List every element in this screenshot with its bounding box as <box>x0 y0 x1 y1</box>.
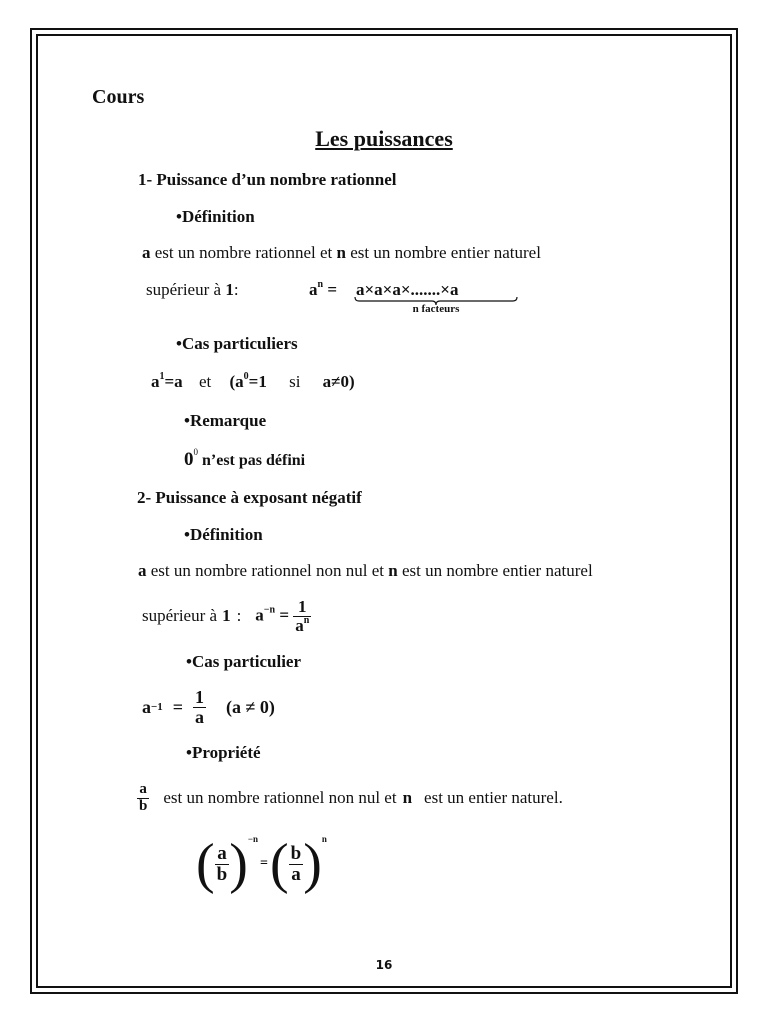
section1-definition-line1 <box>142 243 541 263</box>
power-definition-formula <box>309 280 337 300</box>
special-fraction <box>193 688 206 727</box>
section1-remark-label: •Remarque <box>184 411 267 430</box>
den-base: a <box>295 615 304 635</box>
den-exp: n <box>303 614 310 626</box>
lhs-numerator: a <box>217 842 227 864</box>
remark-text <box>184 449 305 471</box>
zero-base: 0 <box>184 449 194 470</box>
formula-fraction <box>293 598 311 635</box>
word-et: et <box>198 372 212 391</box>
prop-text-2: est un entier naturel. <box>424 788 563 807</box>
def-line2-text: supérieur à <box>146 280 222 299</box>
fraction-denominator: b <box>139 797 148 814</box>
prop-text-1: est un nombre rationnel non nul et <box>163 788 397 807</box>
section2-heading: 2- Puissance à exposant négatif <box>137 488 362 507</box>
section2-definition-label: •Définition <box>184 525 263 544</box>
def-line2-text: supérieur à <box>142 606 218 625</box>
fraction-numerator: 1 <box>195 686 205 707</box>
brace-label: n facteurs <box>412 303 460 315</box>
lhs-exponent: −n <box>247 834 259 844</box>
special-base: a <box>142 696 151 717</box>
right-paren-icon: ) <box>303 833 322 895</box>
property-statement <box>137 778 563 818</box>
formula-base: a <box>255 604 264 624</box>
special-condition: (a ≠ 0) <box>226 696 275 717</box>
section1-special-cases-label: •Cas particuliers <box>176 334 298 353</box>
var-n: n <box>388 561 398 580</box>
formula-product: a×a×a×.......×a <box>356 280 459 299</box>
var-a: a <box>138 561 147 580</box>
rhs-fraction <box>289 844 304 885</box>
zero-exp: 0 <box>193 447 198 457</box>
formula-eq: = <box>279 604 289 624</box>
def-line2-one: 1 <box>222 606 231 625</box>
section2-definition-line1 <box>138 561 593 581</box>
section2-definition-line2 <box>142 594 311 638</box>
left-paren-icon: ( <box>270 833 289 895</box>
rhs-denominator: a <box>291 863 301 885</box>
a1-rhs: =a <box>164 372 183 391</box>
a1-exp: 1 <box>159 371 165 382</box>
property-eq: = <box>260 856 269 871</box>
left-paren-icon: ( <box>196 833 215 895</box>
special-case-formula: a −1 = $\frac{1}{a}$ (a ≠ 0) <box>142 686 275 727</box>
rhs-numerator: b <box>290 842 302 864</box>
property-fraction <box>137 782 149 815</box>
def-line2-one: 1 <box>225 280 234 299</box>
page-title-text: Les puissances <box>315 126 453 151</box>
section2-special-case-label: •Cas particulier <box>186 652 302 671</box>
a1-base: a <box>151 372 160 391</box>
formula-exp: n <box>317 279 324 290</box>
var-n: n <box>336 243 346 262</box>
section2-property-label: •Propriété <box>186 743 261 762</box>
def-text-1: est un nombre rationnel et <box>154 243 333 262</box>
lhs-denominator: b <box>216 863 228 885</box>
def-text-2: est un nombre entier naturel <box>401 561 593 580</box>
formula-eq: = <box>327 280 337 299</box>
formula-base: a <box>309 280 318 299</box>
var-a: a <box>142 243 151 262</box>
fraction-numerator: 1 <box>298 596 307 616</box>
formula-exp: −n <box>263 603 276 615</box>
rhs-exponent: n <box>321 834 327 844</box>
fraction-denominator <box>293 616 311 635</box>
var-n: n <box>402 788 413 807</box>
a0-rhs: =1 <box>248 372 267 391</box>
page-number: 16 <box>375 958 393 972</box>
page-title <box>0 126 768 152</box>
a0-open: (a <box>229 372 244 391</box>
a0-exp: 0 <box>243 371 249 382</box>
special-cases-formula <box>151 372 355 392</box>
section1-definition-label: •Définition <box>176 207 255 226</box>
fraction-numerator: a <box>139 780 147 797</box>
lhs-fraction <box>215 844 230 885</box>
section1-heading: 1- Puissance d’un nombre rationnel <box>138 170 397 189</box>
word-si: si <box>289 372 301 391</box>
property-formula <box>196 832 327 896</box>
def-line2-colon: : <box>236 606 242 625</box>
remark-sentence: n’est pas défini <box>202 452 306 469</box>
section1-definition-line2 <box>146 280 239 300</box>
course-label: Cours <box>92 86 145 108</box>
a0-condition: a≠0) <box>322 372 355 391</box>
fraction-denominator: a <box>195 706 205 727</box>
right-paren-icon: ) <box>229 833 248 895</box>
def-text-1: est un nombre rationnel non nul et <box>150 561 384 580</box>
def-text-2: est un nombre entier naturel <box>350 243 541 262</box>
special-eq: = <box>172 696 184 717</box>
negative-exponent-formula <box>255 598 311 635</box>
def-line2-colon: : <box>233 280 239 299</box>
